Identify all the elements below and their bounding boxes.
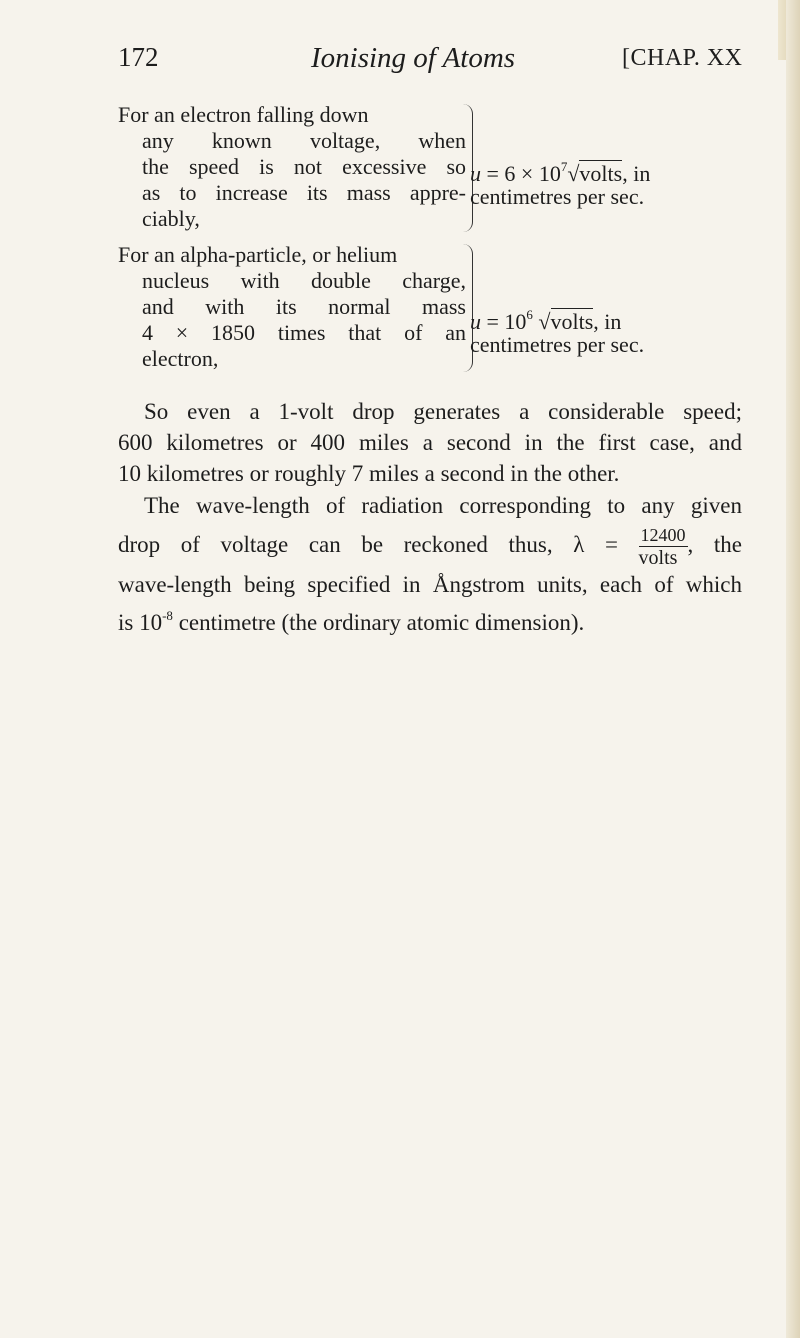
formula-equals: = 10 xyxy=(481,309,527,334)
speed-paragraph xyxy=(118,396,742,489)
formula-under-root: volts xyxy=(550,309,594,334)
wavelength-paragraph xyxy=(118,490,742,635)
formula-variable: u xyxy=(470,161,481,186)
paragraph-text: , the xyxy=(687,532,742,557)
condition-line: For an alpha-particle, or helium xyxy=(118,242,398,267)
formula-equals: = 6 × 10 xyxy=(481,161,561,186)
chapter-label: [CHAP. XX xyxy=(622,45,743,71)
condition-line: the speed is not excessive so xyxy=(142,154,466,179)
page-number: 172 xyxy=(118,42,159,72)
formula-variable: u xyxy=(470,309,481,334)
paragraph-line: The wave-length of radiation corresponding to any given xyxy=(144,493,742,518)
page-header xyxy=(0,42,800,92)
paragraph-line: 600 kilometres or 400 miles a second in the first case, and xyxy=(118,430,742,455)
fraction-denominator: volts xyxy=(638,547,678,570)
paragraph-text: drop of voltage can be reckoned thus, λ = xyxy=(118,532,639,557)
electron-speed-formula xyxy=(470,152,770,212)
paragraph-line: 10 kilometres or roughly 7 miles a second in the other. xyxy=(118,461,620,486)
condition-line: electron, xyxy=(142,346,219,371)
paragraph-line-with-exponent xyxy=(118,600,742,635)
formula-exponent: 6 xyxy=(526,307,533,322)
formula-tail: , in xyxy=(622,161,651,186)
alpha-condition xyxy=(118,242,466,372)
paragraph-line-with-formula xyxy=(118,521,742,569)
formula-tail: , in xyxy=(593,309,622,334)
formula-units: centimetres per sec. xyxy=(470,332,645,357)
formula-exponent: 7 xyxy=(560,159,568,174)
exponent: -8 xyxy=(162,608,173,623)
radical-sign: √ xyxy=(567,161,580,186)
condition-line: For an electron falling down xyxy=(118,102,369,127)
condition-line: and with its normal mass xyxy=(142,294,466,319)
formula-units: centimetres per sec. xyxy=(470,184,645,209)
condition-line: nucleus with double charge, xyxy=(142,268,466,293)
formula-under-root: volts xyxy=(579,161,623,186)
condition-line: ciably, xyxy=(142,206,200,231)
running-title: Ionising of Atoms xyxy=(311,42,516,74)
paragraph-line: wave-length being specified in Ångstrom units, each of which xyxy=(118,572,742,597)
radical-sign: √ xyxy=(532,309,551,334)
paragraph-line: So even a 1-volt drop generates a considerable speed; xyxy=(144,399,742,424)
condition-line: as to increase its mass appre- xyxy=(142,180,466,205)
page-edge-shadow xyxy=(786,0,800,1338)
alpha-speed-formula xyxy=(470,300,770,360)
paragraph-text: centimetre (the ordinary atomic dimension). xyxy=(172,610,585,635)
wavelength-fraction xyxy=(639,524,688,569)
condition-line: 4 × 1850 times that of an xyxy=(142,320,466,345)
paragraph-text: is 10 xyxy=(118,610,163,635)
electron-condition xyxy=(118,102,466,232)
fraction-numerator: 12400 xyxy=(640,525,686,546)
condition-line: any known voltage, when xyxy=(142,128,466,153)
